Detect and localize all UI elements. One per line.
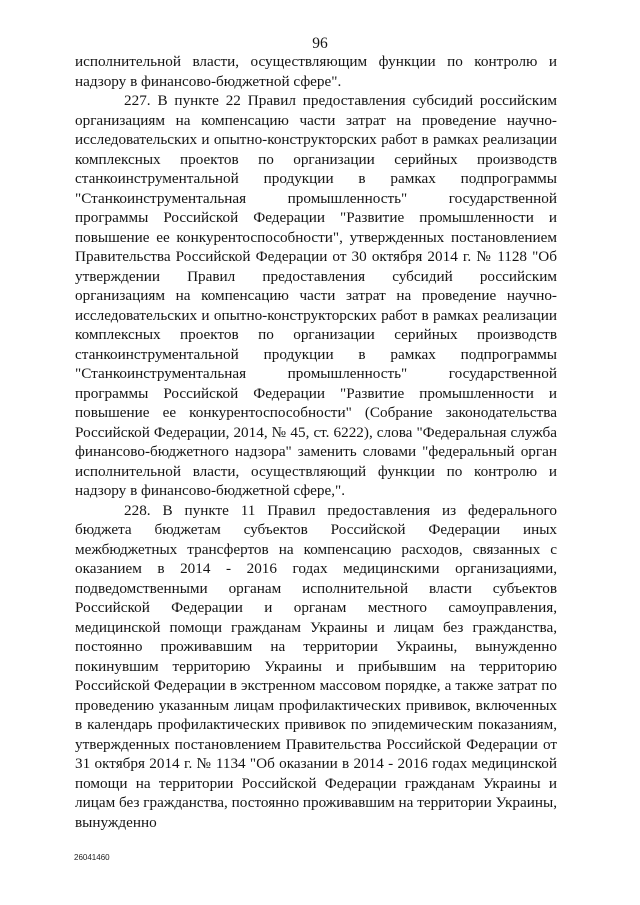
document-body [75,52,557,832]
paragraph-item-227: 227. В пункте 22 Правил предоставления субсидий российским организациям на компенсацию части затрат на проведение научно-исследовательских и опытно-конструкторских работ в рамках реализации комплексных проектов по организации серийных производств станкоинструментальной продукции в рамках подпрограммы "Станкоинструментальная промышленность" государственной программы Российской Федерации "Развитие промышленности и повышение ее конкурентоспособности", утвержденных постановлением Правительства Российской Федерации от 30 октября 2014 г. № 1128 "Об утверждении Правил предоставления субсидий российским организациям на компенсацию части затрат на проведение научно-исследовательских и опытно-конструкторских работ в рамках реализации комплексных проектов по организации серийных производств станкоинструментальной продукции в рамках подпрограммы "Станкоинструментальная промышленность" государственной программы Российской Федерации "Развитие промышленности и повышение ее конкурентоспособности" (Собрание законодательства Российской Федерации, 2014, № 45, ст. 6222), слова "Федеральная служба финансово-бюджетного надзора" заменить словами "федеральный орган исполнительной власти, осуществляющий функции по контролю и надзору в финансово-бюджетной сфере,". [75,92,557,499]
paragraph-item-228: 228. В пункте 11 Правил предоставления из федерального бюджета бюджетам субъектов Российской Федерации иных межбюджетных трансфертов на компенсацию расходов, связанных с оказанием в 2014 - 2016 годах медицинскими организациями, подведомственными органам исполнительной власти субъектов Российской Федерации и органам местного самоуправления, медицинской помощи гражданам Украины и лицам без гражданства, постоянно проживавшим на территории Украины, вынужденно покинувшим территорию Украины и прибывшим на территорию Российской Федерации в экстренном массовом порядке, а также затрат по проведению указанным лицам профилактических прививок, включенных в календарь профилактических прививок по эпидемическим показаниям, утвержденных постановлением Правительства Российской Федерации от 31 октября 2014 г. № 1134 "Об оказании в 2014 - 2016 годах медицинской помощи на территории Российской Федерации гражданам Украины и лицам без гражданства, постоянно проживавшим на территории Украины, вынужденно [75,501,557,831]
document-code: 26041460 [74,853,110,862]
paragraph-continuation: исполнительной власти, осуществляющим функции по контролю и надзору в финансово-бюджетной сфере". [75,53,557,90]
page-number: 96 [312,35,328,52]
